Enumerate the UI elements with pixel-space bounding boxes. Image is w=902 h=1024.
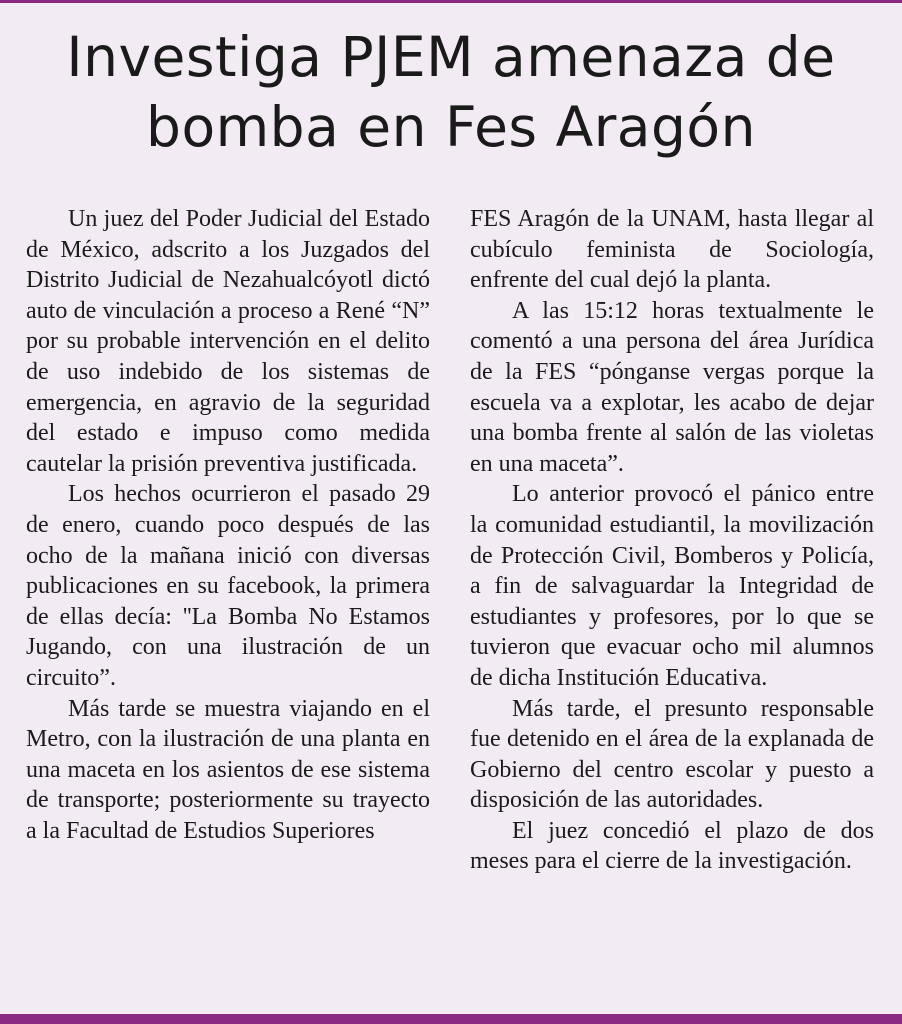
paragraph: Lo anterior provocó el pánico entre la comunidad estudiantil, la movilización de Protección Civil, Bomberos y Policía, a fin de salvaguardar la Integridad de estudiantes y profesores, por lo que se tuvieron que evacuar ocho mil alumnos de dicha Institución Educativa. bbox=[470, 481, 874, 691]
top-border bbox=[0, 0, 902, 3]
paragraph: Más tarde se muestra viajando en el Metro, con la ilustración de una planta en una maceta en los asientos de ese sistema de transporte; posteriormente su trayecto a la Facultad de Estudios Superiores bbox=[26, 695, 430, 844]
paragraph: Más tarde, el presunto responsable fue detenido en el área de la explanada de Gobierno del centro escolar y puesto a disposición de las autoridades. bbox=[470, 695, 874, 814]
paragraph: Un juez del Poder Judicial del Estado de México, adscrito a los Juzgados del Distrito Judicial de Nezahualcóyotl dictó auto de vinculación a proceso a René “N” por su probable intervención en el delito de uso indebido de los sistemas de emergencia, en agravio de la seguridad del estado e impuso como medida cautelar la prisión preventiva justificada. bbox=[26, 206, 430, 477]
article-column-left bbox=[26, 204, 430, 846]
article-column-right bbox=[470, 204, 874, 877]
paragraph: A las 15:12 horas textualmente le comentó a una persona del área Jurídica de la FES “pónganse vergas porque la escuela va a explotar, les acabo de dejar una bomba frente al salón de las violetas en una maceta”. bbox=[470, 297, 874, 477]
paragraph: Los hechos ocurrieron el pasado 29 de enero, cuando poco después de las ocho de la mañana inició con diversas publicaciones en su facebook, la primera de ellas decía: ''La Bomba No Estamos Jugando, con una ilustración de un circuito”. bbox=[26, 481, 430, 691]
paragraph-continued: FES Aragón de la UNAM, hasta llegar al cubículo feminista de Sociología, enfrente del cual dejó la planta. bbox=[470, 206, 874, 294]
headline: Investiga PJEM amenaza de bomba en Fes Aragón bbox=[66, 25, 836, 159]
bottom-border bbox=[0, 1014, 902, 1024]
paragraph: El juez concedió el plazo de dos meses para el cierre de la investigación. bbox=[470, 817, 874, 875]
